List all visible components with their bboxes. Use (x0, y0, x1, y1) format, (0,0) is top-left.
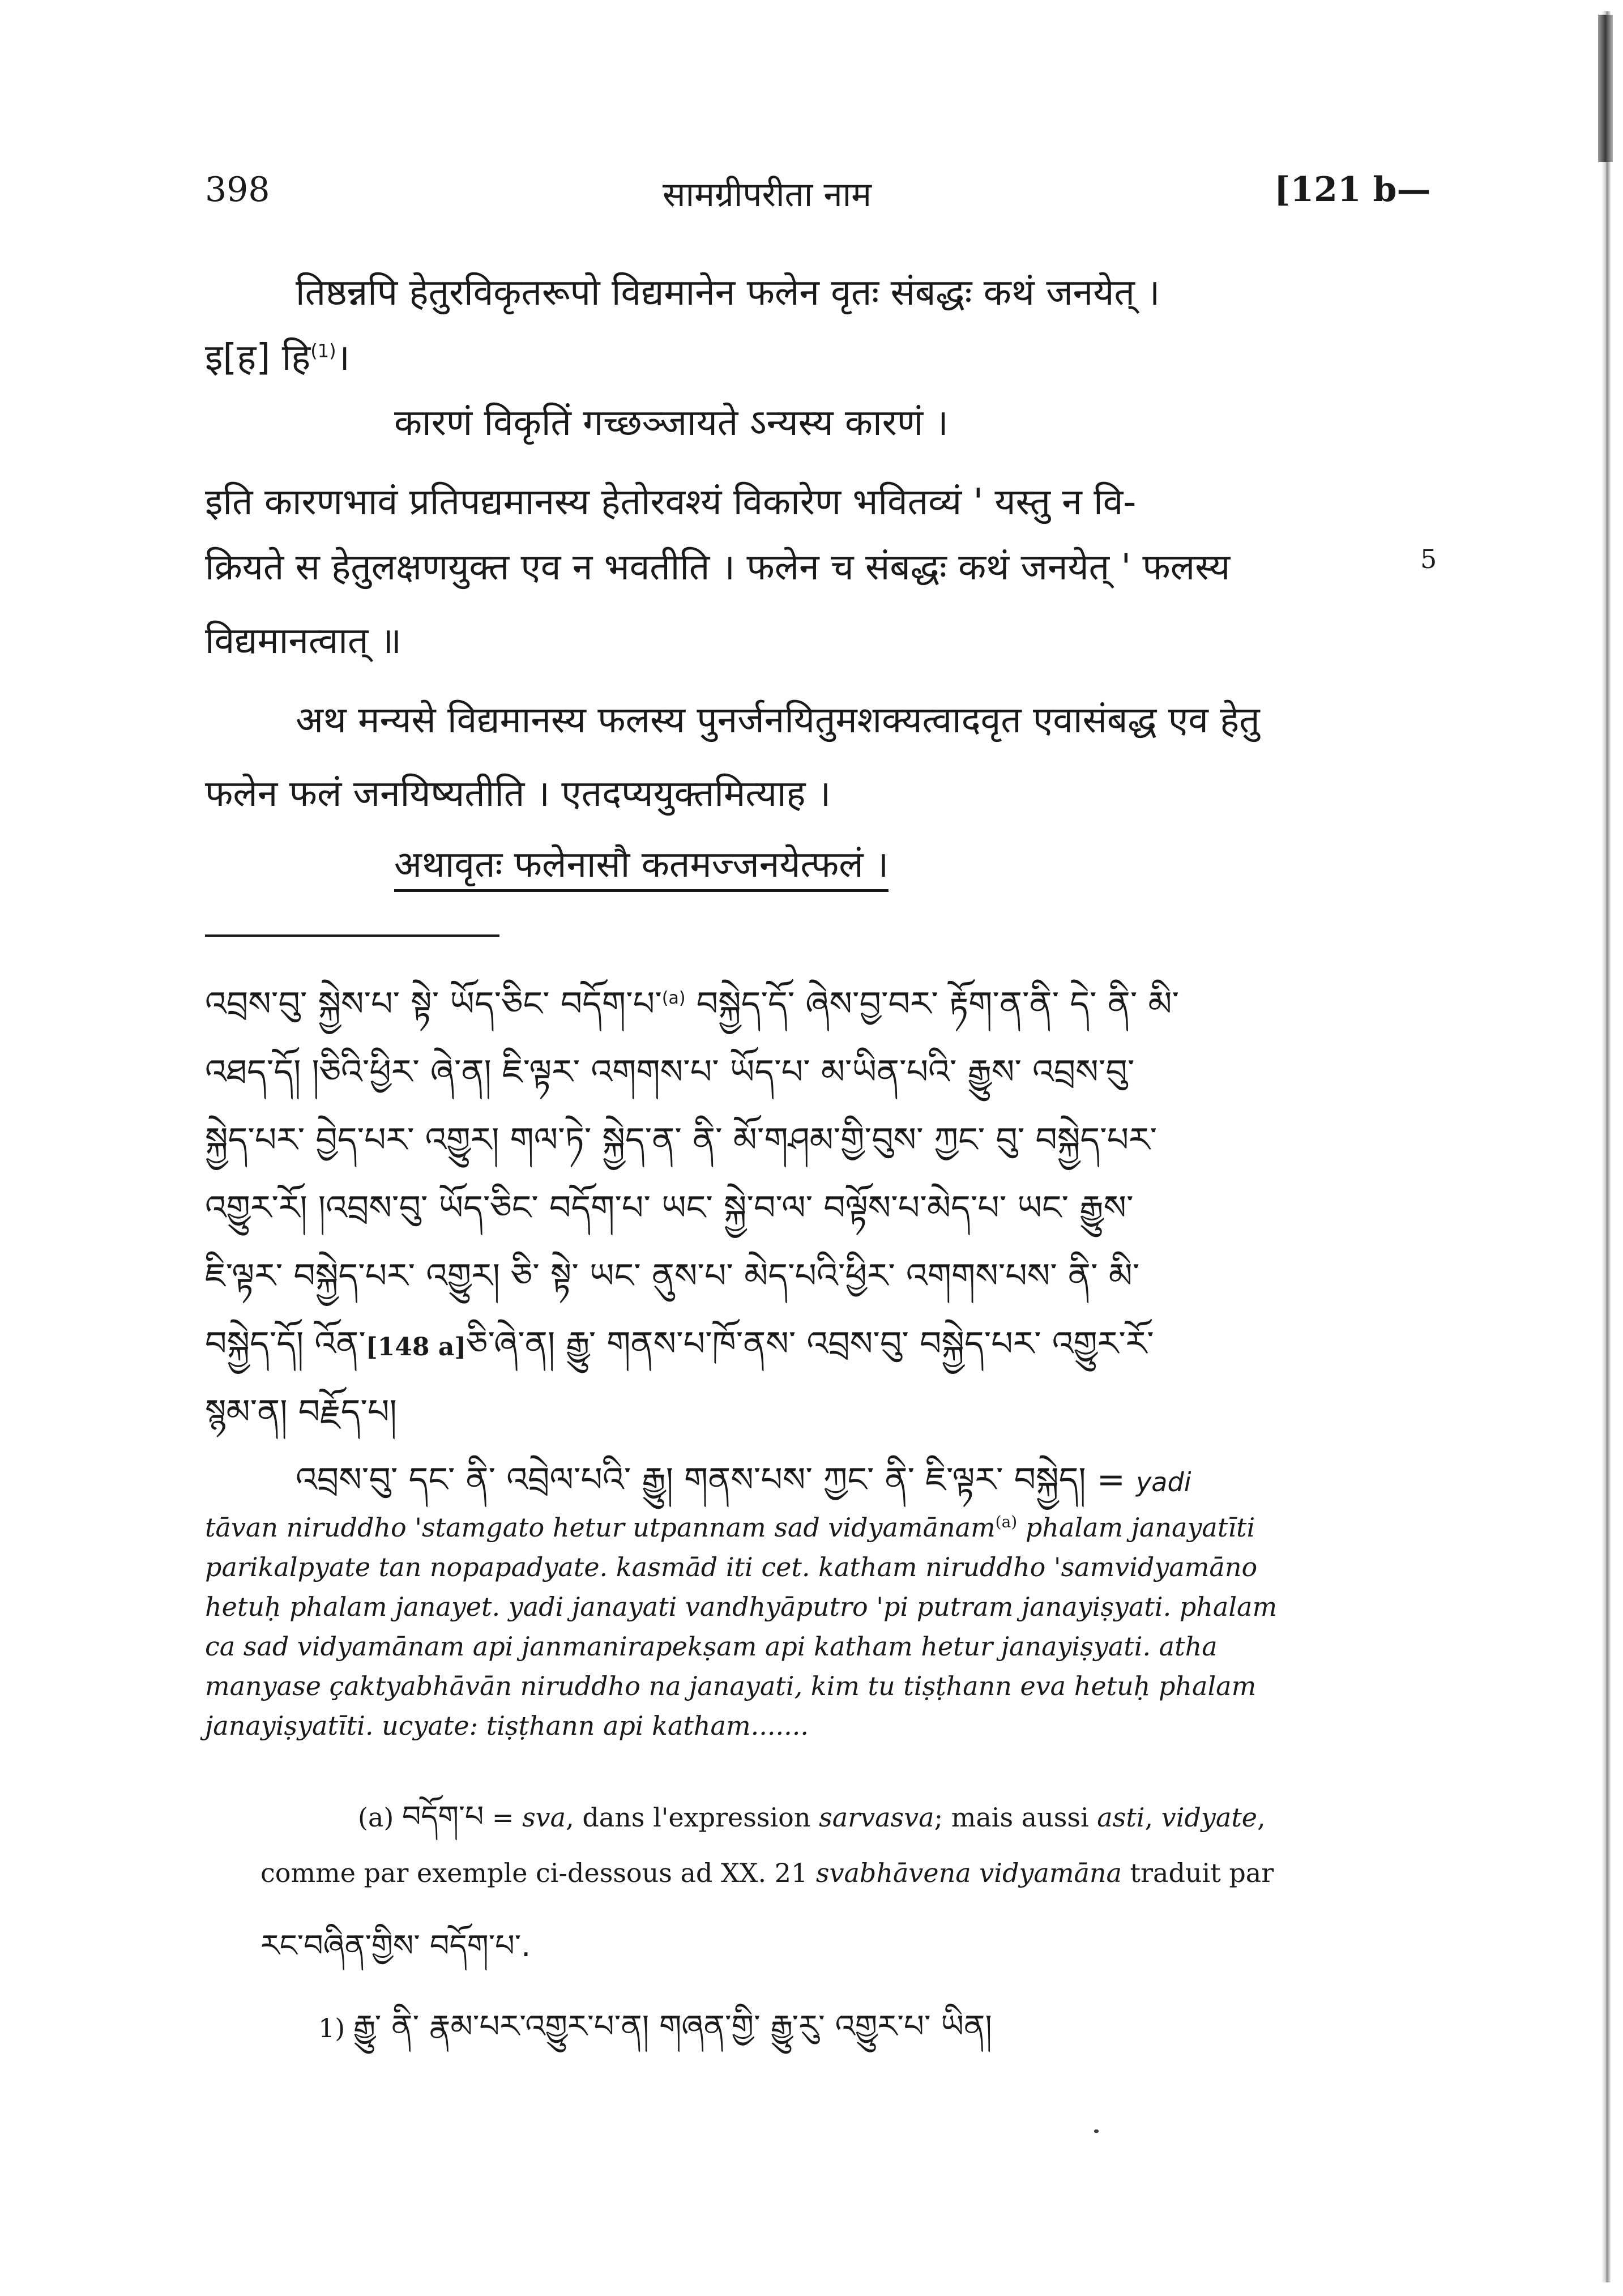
tibetan-term: བདོག་པ (402, 1800, 484, 1834)
sanskrit-verse: कारणं विकृतिं गच्छञ्जायते ऽन्यस्य कारणं । (394, 402, 949, 444)
sanskrit-text: इ[ह] हि (205, 337, 311, 379)
translation-line: parikalpyate tan nopapadyate. kasmād iti cet. katham niruddho 'samvidyamāno (205, 1552, 1258, 1582)
sanskrit-line: तिष्ठन्नपि हेतुरविकृतरूपो विद्यमानेन फलेन वृतः संबद्धः कथं जनयेत् । (296, 272, 1160, 314)
tibetan-text: བསྐྱེད་དོ་ ཞེས་བྱ་བར་ རྟོག་ན་ནི་ དེ་ ནི་ མི་ (685, 984, 1180, 1024)
scan-speck (1094, 2129, 1099, 2133)
tibetan-line: ཇི་ལྟར་ བསྐྱེད་པར་ འགྱུར། ཅི་ སྟེ་ ཡང་ ནུས་པ་ མེད་པའི་ཕྱིར་ འགགས་པས་ ནི་ མི་ (205, 1256, 1140, 1296)
footnote-marker: (a) (995, 1512, 1018, 1531)
footnote-marker: (1) (310, 340, 336, 362)
section-rule (205, 934, 499, 937)
tibetan-text: འབྲས་བུ་ སྐྱེས་པ་ སྟེ་ ཡོད་ཅིང་ བདོག་པ་ (205, 984, 662, 1024)
note-term: vidyate (1161, 1802, 1258, 1833)
translation-line (205, 1512, 1255, 1543)
scan-page-edge (1601, 11, 1611, 2282)
note-text: , (1144, 1802, 1161, 1833)
sanskrit-danda: । (336, 337, 350, 379)
sanskrit-line (205, 331, 350, 381)
tibetan-line: སྐྱེད་པར་ བྱེད་པར་ འགྱུར། གལ་ཏེ་ སྐྱེད་ན་ ནི་ མོ་གཤམ་གྱི་བུས་ ཀྱང་ བུ་ བསྐྱེད་པར་ (205, 1120, 1158, 1160)
line-number: 5 (1420, 544, 1437, 574)
sanskrit-line: अथ मन्यसे विद्यमानस्य फलस्य पुनर्जनयितुमशक्यत्वादवृत एवासंबद्ध एव हेतु (296, 699, 1260, 741)
translation-start: yadi (1136, 1467, 1191, 1497)
tibetan-line: འཐད་དོ། །ཅིའི་ཕྱིར་ ཞེ་ན། ཇི་ལྟར་ འགགས་པ་ ཡོད་པ་ མ་ཡིན་པའི་ རྒྱུས་ འབྲས་བུ་ (205, 1052, 1135, 1092)
tibetan-text: འབྲས་བུ་ དང་ ནི་ འབྲེལ་པའི་ རྒྱུ། གནས་པས་ ཀྱང་ ནི་ ཇི་ལྟར་ བསྐྱེད། = (296, 1460, 1137, 1500)
tibetan-line: སྙམ་ན། བརྗོད་པ། (205, 1392, 397, 1432)
note-text: ; mais aussi (934, 1802, 1097, 1833)
tibetan-line: འགྱུར་རོ། །འབྲས་བུ་ ཡོད་ཅིང་ བདོག་པ་ ཡང་ སྐྱེ་བ་ལ་ བལྟོས་པ་མེད་པ་ ཡང་ རྒྱུས་ (205, 1188, 1134, 1228)
translation-line: hetuḥ phalam janayet. yadi janayati vandhyāputro 'pi putram janayiṣyati. phalam (205, 1591, 1278, 1622)
footnote-a-tibetan: རང་བཞིན་གྱིས་ བདོག་པ་. (260, 1928, 531, 1964)
sanskrit-verse-underlined: अथावृतः फलेनासौ कतमज्जनयेत्फलं । (394, 844, 889, 892)
note-text: traduit par (1121, 1858, 1274, 1888)
note-term: sva (522, 1802, 566, 1833)
translation-line: manyase çaktyabhāvān niruddho na janayati, kim tu tiṣṭhann eva hetuḥ phalam (205, 1671, 1257, 1701)
note-text: , (1257, 1802, 1266, 1833)
sanskrit-line: क्रियते स हेतुलक्षणयुक्त एव न भवतीति । फलेन च संबद्धः कथं जनयेत् ' फलस्य (205, 547, 1231, 588)
footnote-a (358, 1784, 1266, 1867)
note-term: sarvasva (819, 1802, 934, 1833)
note-text: , dans l'expression (566, 1802, 819, 1833)
footnote-1 (318, 1991, 992, 2080)
footnote-marker: (a) (661, 988, 686, 1008)
note-text: comme par exemple ci-dessous ad XX. 21 (260, 1858, 816, 1888)
footnote-tibetan: རྒྱུ་ ནི་ རྣམ་པར་འགྱུར་པ་ན། གཞན་གྱི་ རྒྱུ་རུ་ འགྱུར་པ་ ཡིན། (353, 2008, 992, 2045)
translation-line: ca sad vidyamānam api janmanirapekṣam api katham hetur janayiṣyati. atha (205, 1631, 1218, 1662)
running-title: सामग्रीपरीता नाम (663, 175, 872, 215)
footnote-label: (a) (358, 1802, 394, 1833)
note-term: asti (1097, 1802, 1145, 1833)
folio-reference-inline: [148 a] (365, 1333, 467, 1362)
translation-text: phalam janayatīti (1017, 1512, 1255, 1543)
tibetan-text: བསྐྱེད་དོ། འོན་ (205, 1324, 366, 1364)
translation-line: janayiṣyatīti. ucyate: tiṣṭhann api katham....... (205, 1710, 809, 1741)
tibetan-text: ཅི་ཞེ་ན། རྒྱུ་ གནས་པ་ཁོ་ནས་ འབྲས་བུ་ བསྐྱེད་པར་ འགྱུར་རོ་ (466, 1324, 1154, 1364)
footnote-label: 1) (318, 2013, 345, 2043)
sanskrit-line: इति कारणभावं प्रतिपद्यमानस्य हेतोरवश्यं विकारेण भवितव्यं ' यस्तु न वि- (205, 481, 1137, 523)
sanskrit-verse (394, 838, 889, 887)
note-term: svabhāvena vidyamāna (815, 1858, 1122, 1888)
sanskrit-line: फलेन फलं जनयिष्यतीति । एतदप्ययुक्तमित्याह । (205, 773, 831, 815)
note-text: = (484, 1802, 523, 1833)
folio-reference: [121 b— (1274, 170, 1431, 210)
page-number: 398 (205, 170, 270, 210)
sanskrit-line: विद्यमानत्वात् ॥ (205, 620, 402, 662)
translation-text: tāvan niruddho 'stamgato hetur utpannam sad vidyamānam (205, 1512, 996, 1543)
footnote-a-line (260, 1858, 1274, 1888)
scan-page-edge-dark (1598, 15, 1613, 162)
